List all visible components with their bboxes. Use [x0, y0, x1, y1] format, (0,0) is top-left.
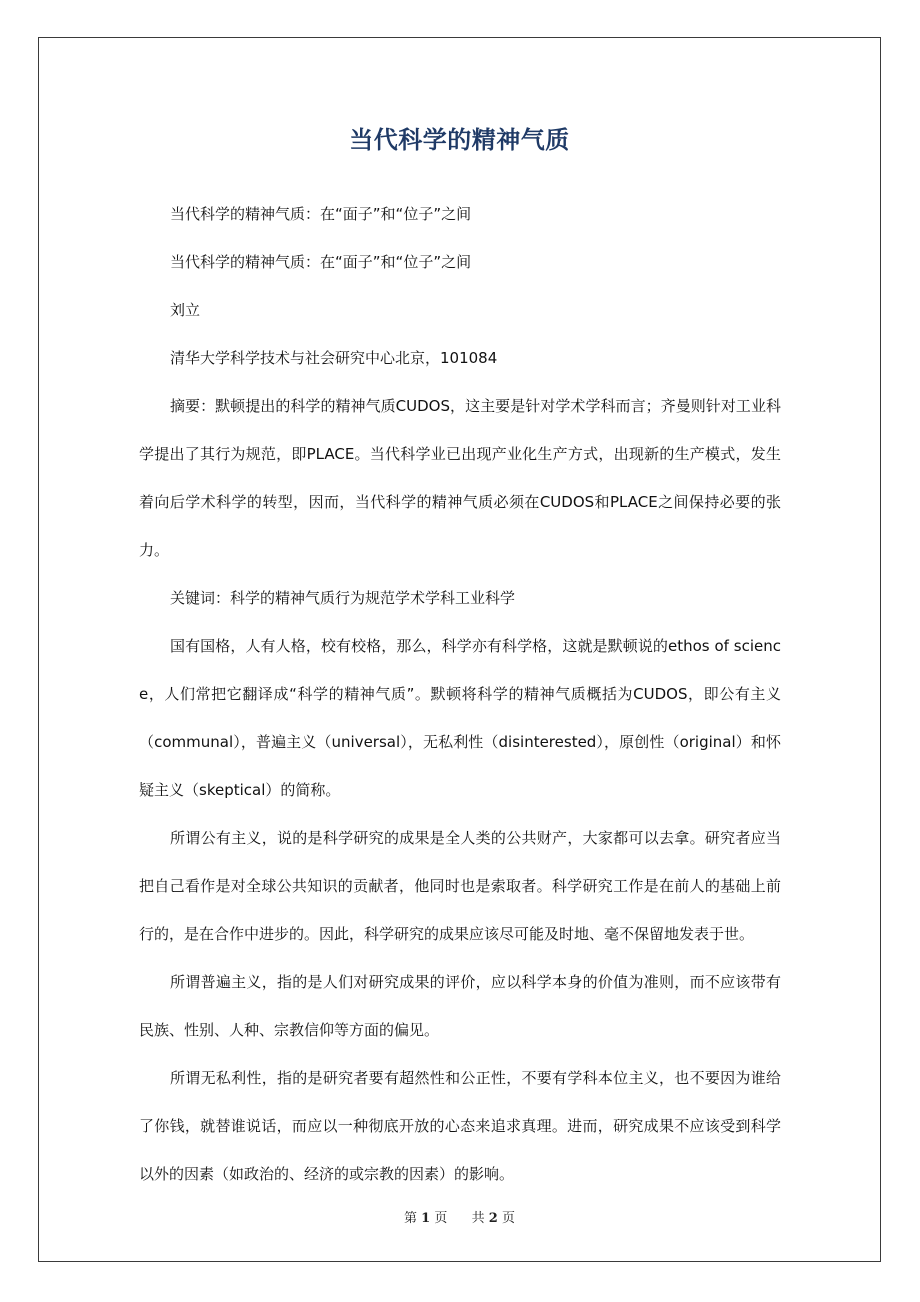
- page-prefix: 第: [404, 1211, 418, 1226]
- page-footer: [38, 1207, 881, 1226]
- total-prefix: 共: [471, 1211, 485, 1226]
- document-title: 当代科学的精神气质: [349, 126, 570, 154]
- subtitle-line: 当代科学的精神气质：在“面子”和“位子”之间: [170, 253, 472, 271]
- subtitle-line: 当代科学的精神气质：在“面子”和“位子”之间: [170, 205, 472, 223]
- body-paragraph: 国有国格，人有人格，校有校格，那么，科学亦有科学格，这就是默顿说的ethos of science，人们常把它翻译成“科学的精神气质”。默顿将科学的精神气质概括为CUDOS，即公有主义（communal），普遍主义（universal），无私利性（disinterested），原创性（original）和怀疑主义（skeptical）的简称。: [139, 637, 781, 799]
- author-affiliation: 清华大学科学技术与社会研究中心北京，101084: [170, 349, 498, 367]
- body-paragraph: 所谓普遍主义，指的是人们对研究成果的评价，应以科学本身的价值为准则，而不应该带有民族、性别、人种、宗教信仰等方面的偏见。: [139, 973, 781, 1039]
- abstract-paragraph: 摘要：默顿提出的科学的精神气质CUDOS，这主要是针对学术学科而言；齐曼则针对工业科学提出了其行为规范，即PLACE。当代科学业已出现产业化生产方式，出现新的生产模式，发生着向后学术科学的转型，因而，当代科学的精神气质必须在CUDOS和PLACE之间保持必要的张力。: [139, 397, 781, 559]
- body-paragraph: 所谓无私利性，指的是研究者要有超然性和公正性，不要有学科本位主义，也不要因为谁给了你钱，就替谁说话，而应以一种彻底开放的心态来追求真理。进而，研究成果不应该受到科学以外的因素（如政治的、经济的或宗教的因素）的影响。: [139, 1069, 781, 1183]
- total-unit: 页: [501, 1211, 515, 1226]
- author-name: 刘立: [170, 301, 201, 319]
- keywords-paragraph: 关键词：科学的精神气质行为规范学术学科工业科学: [170, 589, 516, 607]
- body-paragraph: 所谓公有主义，说的是科学研究的成果是全人类的公共财产，大家都可以去拿。研究者应当把自己看作是对全球公共知识的贡献者，他同时也是索取者。科学研究工作是在前人的基础上前行的，是在合作中进步的。因此，科学研究的成果应该尽可能及时地、毫不保留地发表于世。: [139, 829, 781, 943]
- page-total: 2: [488, 1211, 498, 1226]
- page-current: 1: [421, 1211, 431, 1226]
- document-body: [139, 190, 781, 1198]
- page-unit: 页: [434, 1211, 448, 1226]
